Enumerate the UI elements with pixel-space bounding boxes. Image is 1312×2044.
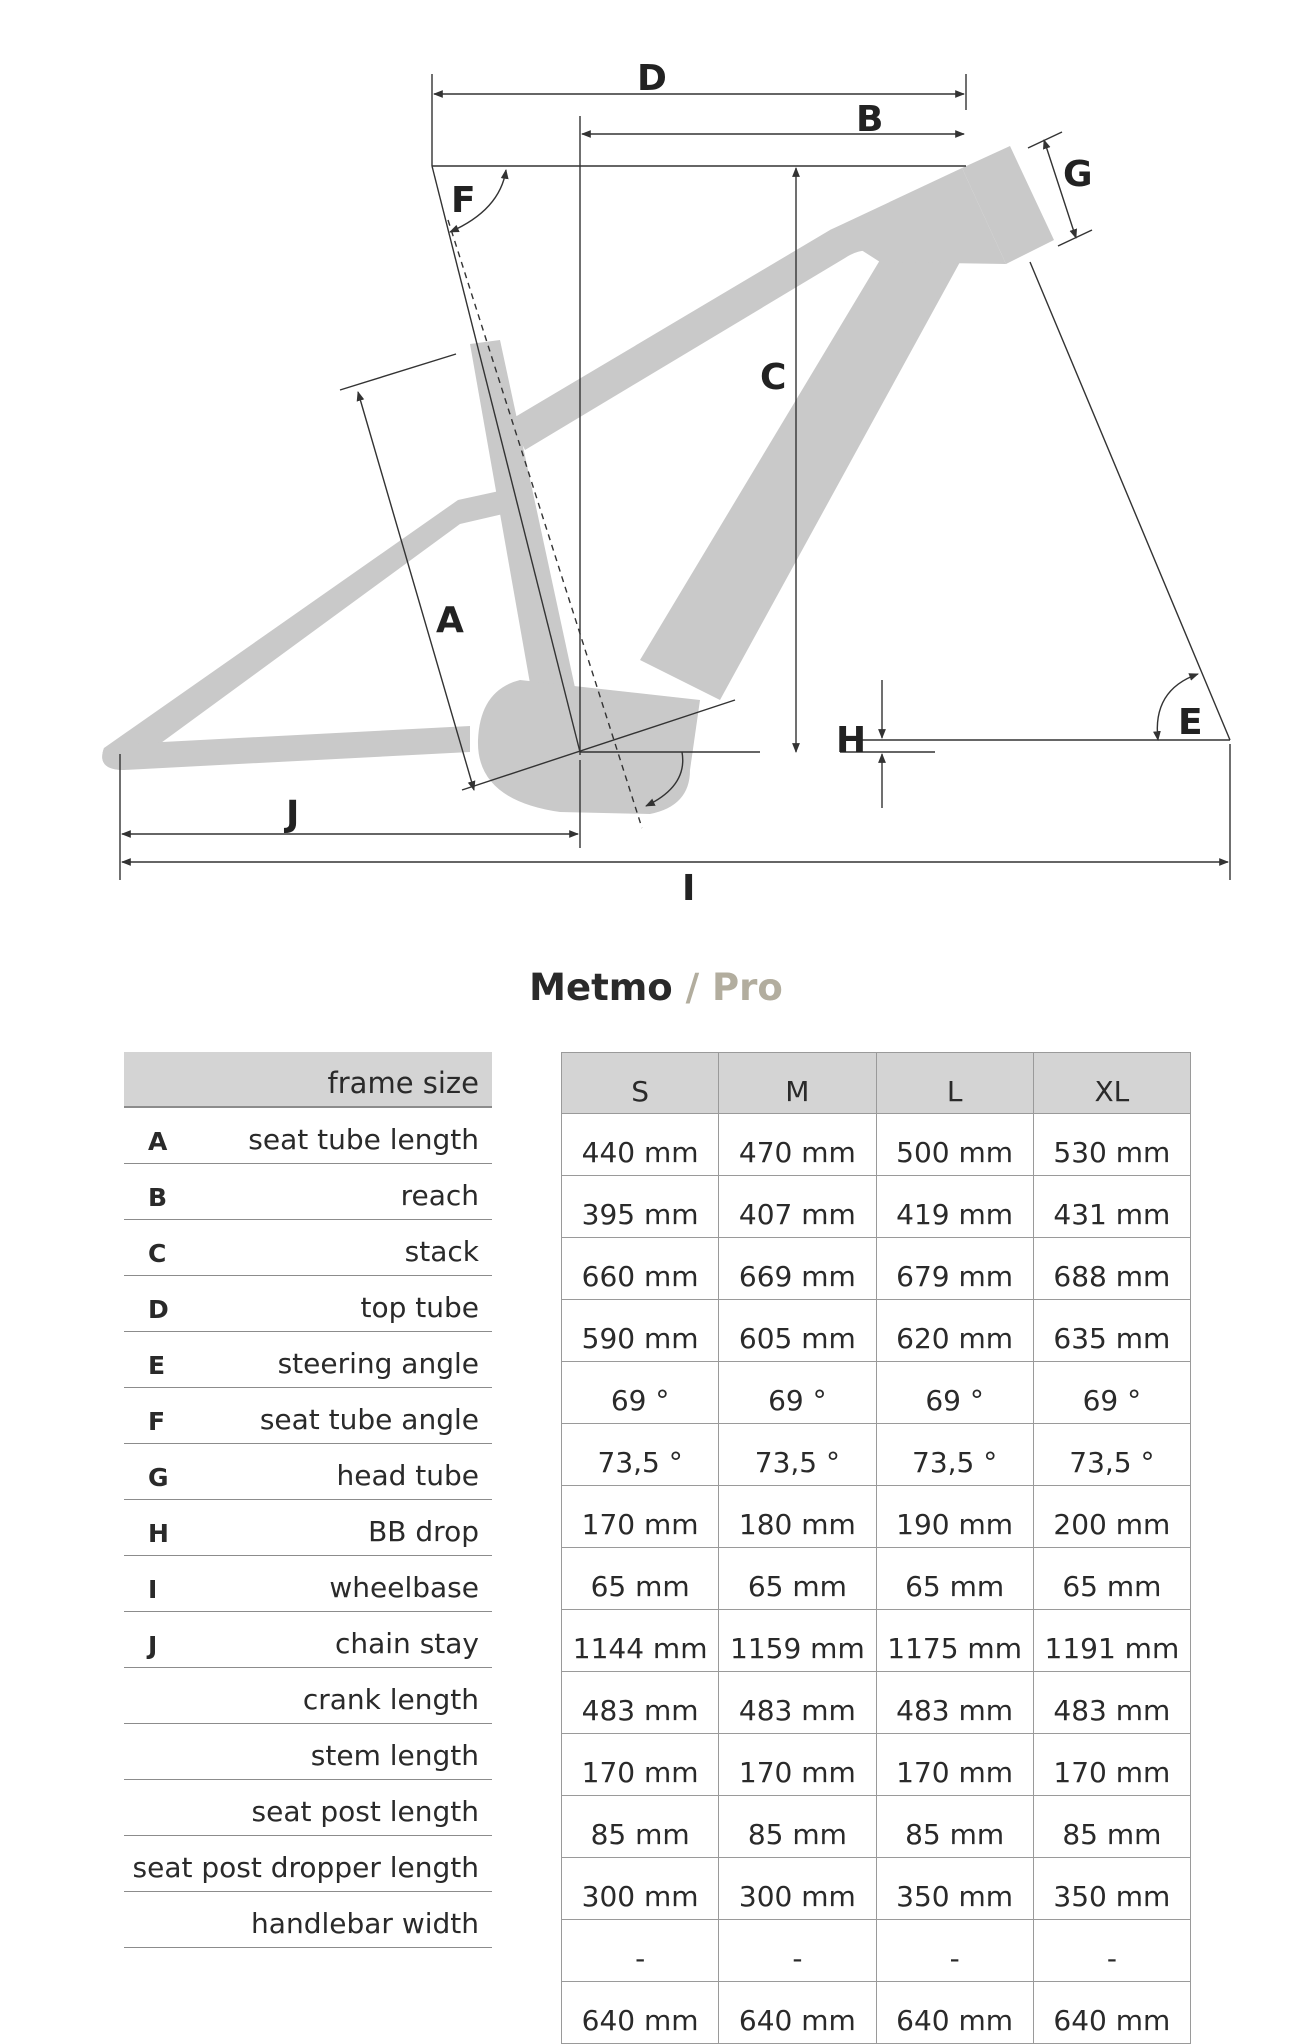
geometry-label-row	[124, 1444, 492, 1500]
table-cell: 69 °	[719, 1362, 876, 1424]
size-header-l: L	[876, 1053, 1033, 1114]
table-row	[562, 1362, 1191, 1424]
table-cell: 1191 mm	[1033, 1610, 1190, 1672]
dimension-letter: I	[148, 1575, 158, 1604]
table-cell: 69 °	[876, 1362, 1033, 1424]
table-cell: -	[719, 1920, 876, 1982]
table-row	[562, 1424, 1191, 1486]
model-brand: Metmo	[529, 966, 673, 1009]
table-cell: 85 mm	[1033, 1796, 1190, 1858]
dimension-letter: D	[148, 1295, 169, 1324]
dimension-name: seat tube length	[248, 1123, 479, 1156]
table-row	[562, 1734, 1191, 1796]
dimension-name: reach	[400, 1179, 479, 1212]
title-separator: /	[685, 966, 700, 1009]
dimension-name: stack	[404, 1235, 479, 1268]
label-e: E	[1178, 702, 1203, 743]
table-cell: 73,5 °	[562, 1424, 719, 1486]
table-cell: 640 mm	[719, 1982, 876, 2044]
table-cell: 65 mm	[876, 1548, 1033, 1610]
table-row	[562, 1238, 1191, 1300]
dimension-letter: G	[148, 1463, 169, 1492]
size-header-row	[562, 1053, 1191, 1114]
dimension-name: top tube	[360, 1291, 479, 1324]
bike-frame-silhouette	[102, 146, 1054, 814]
table-cell: 170 mm	[719, 1734, 876, 1796]
dimension-name: seat post length	[251, 1795, 479, 1828]
size-header-s: S	[562, 1053, 719, 1114]
label-i: I	[682, 868, 696, 909]
dimension-name: seat post dropper length	[132, 1851, 479, 1884]
dimension-letter: F	[148, 1407, 166, 1436]
table-cell: 635 mm	[1033, 1300, 1190, 1362]
table-row	[562, 1114, 1191, 1176]
geometry-values-table	[561, 1052, 1191, 2044]
label-g: G	[1063, 154, 1093, 195]
dimension-name: handlebar width	[251, 1907, 479, 1940]
label-d: D	[637, 58, 667, 99]
dimension-letter: H	[148, 1519, 169, 1548]
dimension-letter: C	[148, 1239, 167, 1268]
table-cell: 483 mm	[1033, 1672, 1190, 1734]
table-cell: 395 mm	[562, 1176, 719, 1238]
dimension-letter: B	[148, 1183, 168, 1212]
dimension-letter: E	[148, 1351, 166, 1380]
table-cell: 85 mm	[719, 1796, 876, 1858]
frame-size-header: frame size	[124, 1052, 492, 1108]
table-cell: 470 mm	[719, 1114, 876, 1176]
table-cell: 483 mm	[562, 1672, 719, 1734]
table-cell: 350 mm	[876, 1858, 1033, 1920]
table-cell: 440 mm	[562, 1114, 719, 1176]
geometry-label-row	[124, 1164, 492, 1220]
table-cell: 65 mm	[719, 1548, 876, 1610]
geometry-label-row	[124, 1668, 492, 1724]
dimension-name: chain stay	[334, 1627, 479, 1660]
dimension-name: seat tube angle	[259, 1403, 479, 1436]
geometry-label-row	[124, 1724, 492, 1780]
size-header-xl: XL	[1033, 1053, 1190, 1114]
table-cell: 1175 mm	[876, 1610, 1033, 1672]
table-cell: 65 mm	[562, 1548, 719, 1610]
table-row	[562, 1982, 1191, 2044]
table-cell: 69 °	[1033, 1362, 1190, 1424]
table-cell: 688 mm	[1033, 1238, 1190, 1300]
table-cell: 85 mm	[562, 1796, 719, 1858]
table-cell: -	[562, 1920, 719, 1982]
table-cell: 620 mm	[876, 1300, 1033, 1362]
table-row	[562, 1796, 1191, 1858]
label-h: H	[836, 720, 867, 761]
geometry-label-column	[124, 1052, 492, 1948]
table-cell: 660 mm	[562, 1238, 719, 1300]
table-cell: 431 mm	[1033, 1176, 1190, 1238]
label-f: F	[451, 180, 476, 221]
table-cell: 640 mm	[876, 1982, 1033, 2044]
table-row	[562, 1300, 1191, 1362]
table-row	[562, 1548, 1191, 1610]
table-cell: 419 mm	[876, 1176, 1033, 1238]
table-cell: -	[876, 1920, 1033, 1982]
table-cell: 500 mm	[876, 1114, 1033, 1176]
table-cell: 170 mm	[876, 1734, 1033, 1796]
size-header-m: M	[719, 1053, 876, 1114]
dimension-letter: A	[148, 1127, 168, 1156]
table-cell: 65 mm	[1033, 1548, 1190, 1610]
table-cell: 170 mm	[1033, 1734, 1190, 1796]
table-row	[562, 1486, 1191, 1548]
table-row	[562, 1610, 1191, 1672]
label-b: B	[856, 99, 884, 140]
table-cell: 407 mm	[719, 1176, 876, 1238]
table-row	[562, 1920, 1191, 1982]
table-cell: 69 °	[562, 1362, 719, 1424]
table-cell: 73,5 °	[719, 1424, 876, 1486]
label-a: A	[436, 600, 464, 641]
table-cell: 530 mm	[1033, 1114, 1190, 1176]
geometry-label-row	[124, 1388, 492, 1444]
dimension-name: steering angle	[277, 1347, 479, 1380]
geometry-label-row	[124, 1332, 492, 1388]
table-cell: -	[1033, 1920, 1190, 1982]
table-cell: 73,5 °	[876, 1424, 1033, 1486]
table-cell: 200 mm	[1033, 1486, 1190, 1548]
table-row	[562, 1858, 1191, 1920]
table-cell: 1144 mm	[562, 1610, 719, 1672]
model-title	[0, 966, 1312, 1009]
table-cell: 605 mm	[719, 1300, 876, 1362]
table-cell: 85 mm	[876, 1796, 1033, 1858]
dimension-name: BB drop	[368, 1515, 479, 1548]
geometry-label-row	[124, 1892, 492, 1948]
table-cell: 190 mm	[876, 1486, 1033, 1548]
dimension-name: wheelbase	[329, 1571, 479, 1604]
table-cell: 170 mm	[562, 1486, 719, 1548]
table-cell: 350 mm	[1033, 1858, 1190, 1920]
geometry-label-row	[124, 1220, 492, 1276]
table-row	[562, 1176, 1191, 1238]
table-cell: 170 mm	[562, 1734, 719, 1796]
model-variant: Pro	[712, 966, 783, 1009]
frame-geometry-diagram	[0, 0, 1312, 930]
table-cell: 640 mm	[1033, 1982, 1190, 2044]
table-cell: 640 mm	[562, 1982, 719, 2044]
table-cell: 483 mm	[719, 1672, 876, 1734]
geometry-label-row	[124, 1556, 492, 1612]
dimension-name: stem length	[310, 1739, 479, 1772]
geometry-label-row	[124, 1276, 492, 1332]
table-cell: 590 mm	[562, 1300, 719, 1362]
dimension-name: crank length	[302, 1683, 479, 1716]
geometry-label-row	[124, 1500, 492, 1556]
dimension-letter: J	[148, 1631, 158, 1660]
table-cell: 73,5 °	[1033, 1424, 1190, 1486]
table-cell: 669 mm	[719, 1238, 876, 1300]
geometry-label-row	[124, 1108, 492, 1164]
table-cell: 1159 mm	[719, 1610, 876, 1672]
table-row	[562, 1672, 1191, 1734]
geometry-label-row	[124, 1612, 492, 1668]
table-cell: 180 mm	[719, 1486, 876, 1548]
table-cell: 679 mm	[876, 1238, 1033, 1300]
dimension-name: head tube	[336, 1459, 479, 1492]
label-j: J	[286, 794, 300, 835]
table-cell: 300 mm	[562, 1858, 719, 1920]
geometry-label-row	[124, 1836, 492, 1892]
table-cell: 483 mm	[876, 1672, 1033, 1734]
label-c: C	[760, 357, 787, 398]
geometry-label-row	[124, 1780, 492, 1836]
table-cell: 300 mm	[719, 1858, 876, 1920]
